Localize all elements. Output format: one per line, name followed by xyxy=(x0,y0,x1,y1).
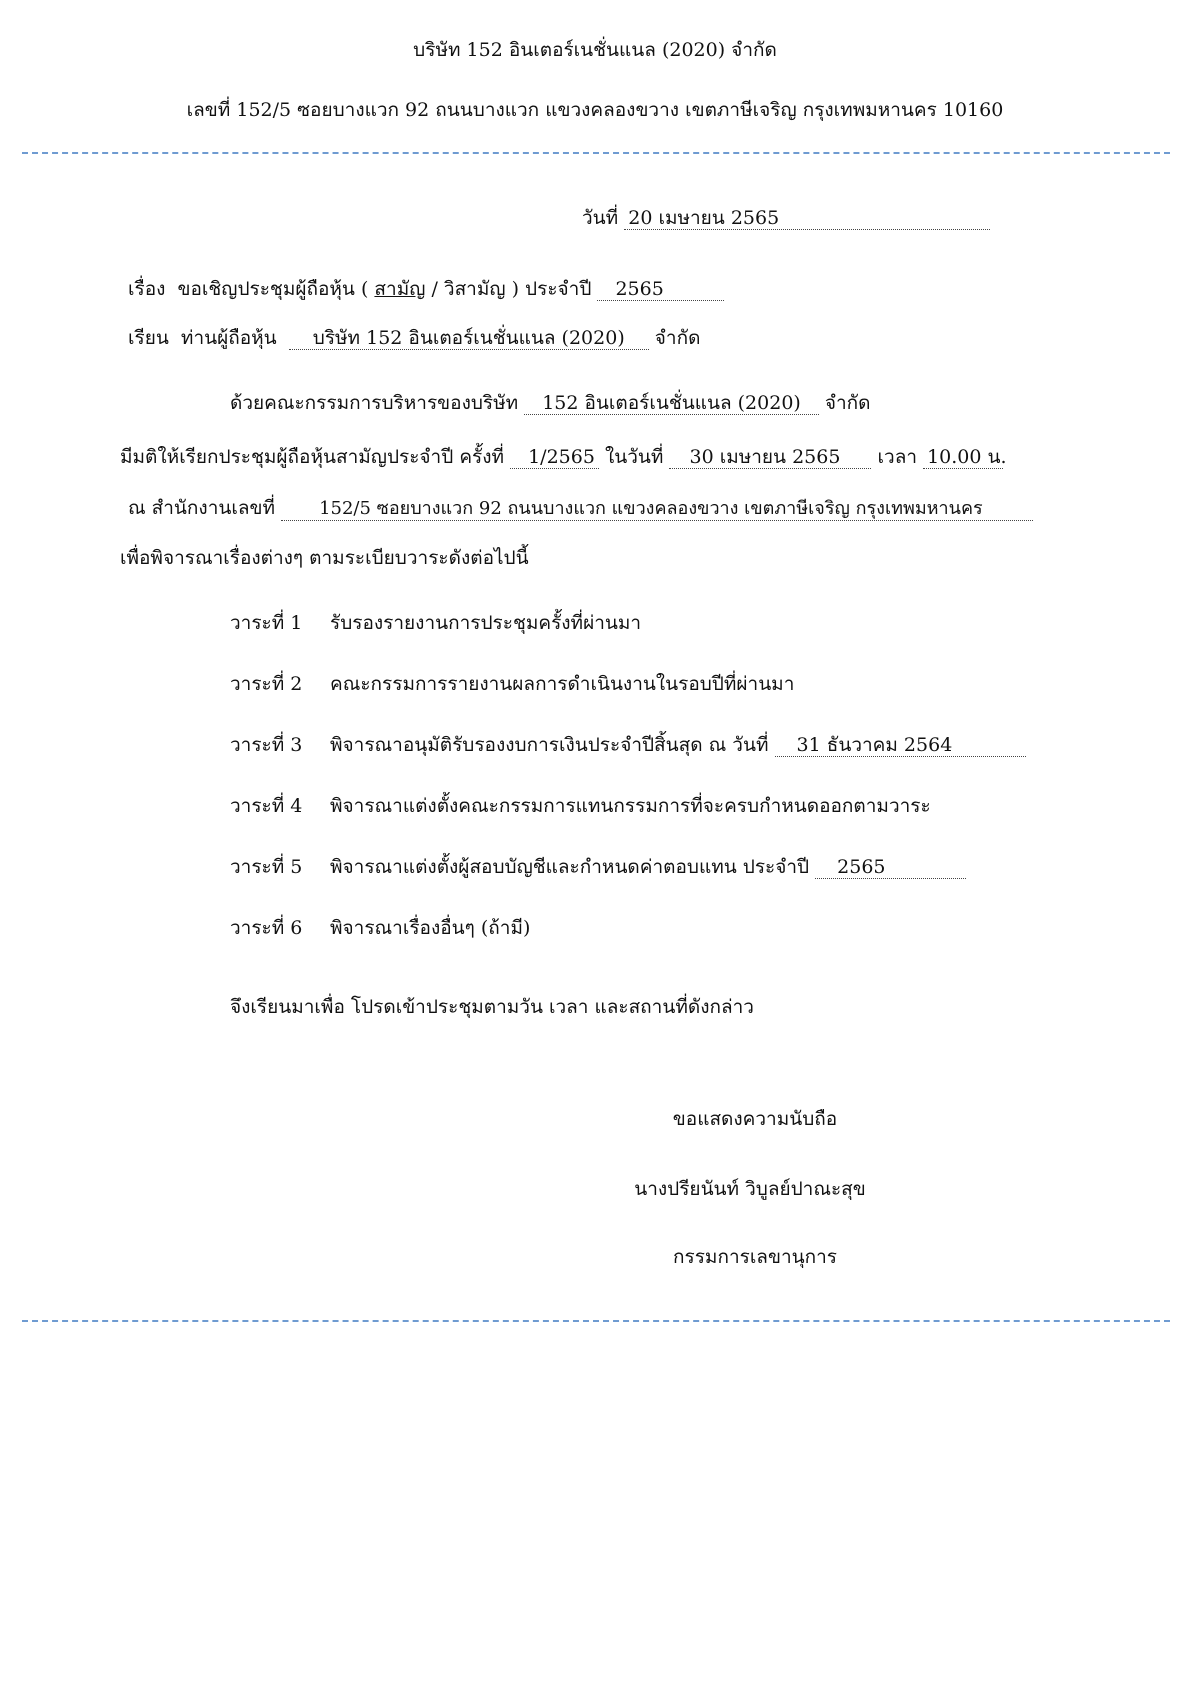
subject-text-after: ) ประจำปี xyxy=(511,278,592,300)
agenda-number: วาระที่ 2 xyxy=(230,673,303,695)
company-name: บริษัท 152 อินเตอร์เนชั่นแนล (2020) จำกัด xyxy=(413,39,777,61)
subject-label: เรื่อง xyxy=(128,278,166,300)
body-line1-suffix: จำกัด xyxy=(824,392,871,414)
to-text: ท่านผู้ถือหุ้น xyxy=(180,327,277,349)
date-value: 20 เมษายน 2565 xyxy=(624,207,990,230)
body-line-3 xyxy=(128,495,1033,521)
date-label: วันที่ xyxy=(582,207,619,229)
subject-text-before: ขอเชิญประชุมผู้ถือหุ้น ( xyxy=(177,278,369,300)
agenda-text: รับรองรายงานการประชุมครั้งที่ผ่านมา xyxy=(330,612,642,634)
top-divider xyxy=(22,152,1170,154)
to-company: บริษัท 152 อินเตอร์เนชั่นแนล (2020) xyxy=(289,327,649,350)
meeting-time-label: เวลา xyxy=(877,446,918,468)
agenda-text: พิจารณาอนุมัติรับรองงบการเงินประจำปีสิ้นสุด ณ วันที่ xyxy=(330,734,769,756)
subject-option-selected: สามัญ xyxy=(374,278,426,300)
meeting-venue: 152/5 ซอยบางแวก 92 ถนนบางแวก แขวงคลองขวาง เขตภาษีเจริญ กรุงเทพมหานคร xyxy=(281,498,1033,521)
agenda-number: วาระที่ 5 xyxy=(230,856,303,878)
signature-name: นางปรียนันท์ วิบูลย์ปาณะสุข xyxy=(634,1178,866,1200)
agenda-item xyxy=(230,732,1026,758)
agenda-number: วาระที่ 4 xyxy=(230,795,303,817)
agenda-text: พิจารณาแต่งตั้งผู้สอบบัญชีและกำหนดค่าตอบแทน ประจำปี xyxy=(330,856,810,878)
subject-line xyxy=(128,276,724,302)
agenda-item xyxy=(230,854,966,880)
meeting-number: 1/2565 xyxy=(510,446,599,469)
body-line-2 xyxy=(120,444,1007,470)
meeting-time: 10.00 น. xyxy=(923,446,1003,469)
subject-year: 2565 xyxy=(597,278,724,301)
agenda-number: วาระที่ 1 xyxy=(230,612,303,634)
subject-separator: / xyxy=(431,278,438,300)
body-line-1 xyxy=(230,390,871,416)
body-line1-company: 152 อินเตอร์เนชั่นแนล (2020) xyxy=(524,392,819,415)
body-line2-prefix: มีมติให้เรียกประชุมผู้ถือหุ้นสามัญประจำปี ครั้งที่ xyxy=(120,446,505,468)
agenda-number: วาระที่ 3 xyxy=(230,734,303,756)
meeting-date-label: ในวันที่ xyxy=(604,446,664,468)
date-line xyxy=(582,205,990,231)
company-address: เลขที่ 152/5 ซอยบางแวก 92 ถนนบางแวก แขวงคลองขวาง เขตภาษีเจริญ กรุงเทพมหานคร 10160 xyxy=(186,99,1004,121)
signature-position: กรรมการเลขานุการ xyxy=(673,1246,837,1268)
body-line-4: เพื่อพิจารณาเรื่องต่างๆ ตามระเบียบวาระดังต่อไปนี้ xyxy=(120,547,529,569)
subject-option-other: วิสามัญ xyxy=(443,278,506,300)
agenda-number: วาระที่ 6 xyxy=(230,917,303,939)
bottom-divider xyxy=(22,1320,1170,1322)
meeting-date: 30 เมษายน 2565 xyxy=(669,446,871,469)
to-suffix: จำกัด xyxy=(654,327,701,349)
agenda-item xyxy=(230,915,530,941)
agenda-text: พิจารณาแต่งตั้งคณะกรรมการแทนกรรมการที่จะครบกำหนดออกตามวาระ xyxy=(330,795,931,817)
to-label: เรียน xyxy=(128,327,169,349)
agenda-text: พิจารณาเรื่องอื่นๆ (ถ้ามี) xyxy=(330,917,531,939)
agenda-item xyxy=(230,610,641,636)
body-line3-prefix: ณ สำนักงานเลขที่ xyxy=(128,497,276,519)
agenda-fill-value: 2565 xyxy=(815,856,966,879)
signature-regards: ขอแสดงความนับถือ xyxy=(672,1108,838,1130)
agenda-fill-value: 31 ธันวาคม 2564 xyxy=(775,734,1026,757)
to-line xyxy=(128,325,700,351)
agenda-item xyxy=(230,671,794,697)
agenda-text: คณะกรรมการรายงานผลการดำเนินงานในรอบปีที่ผ่านมา xyxy=(330,673,795,695)
closing-text: จึงเรียนมาเพื่อ โปรดเข้าประชุมตามวัน เวลา และสถานที่ดังกล่าว xyxy=(230,996,754,1018)
agenda-item xyxy=(230,793,931,819)
body-line1-prefix: ด้วยคณะกรรมการบริหารของบริษัท xyxy=(230,392,519,414)
